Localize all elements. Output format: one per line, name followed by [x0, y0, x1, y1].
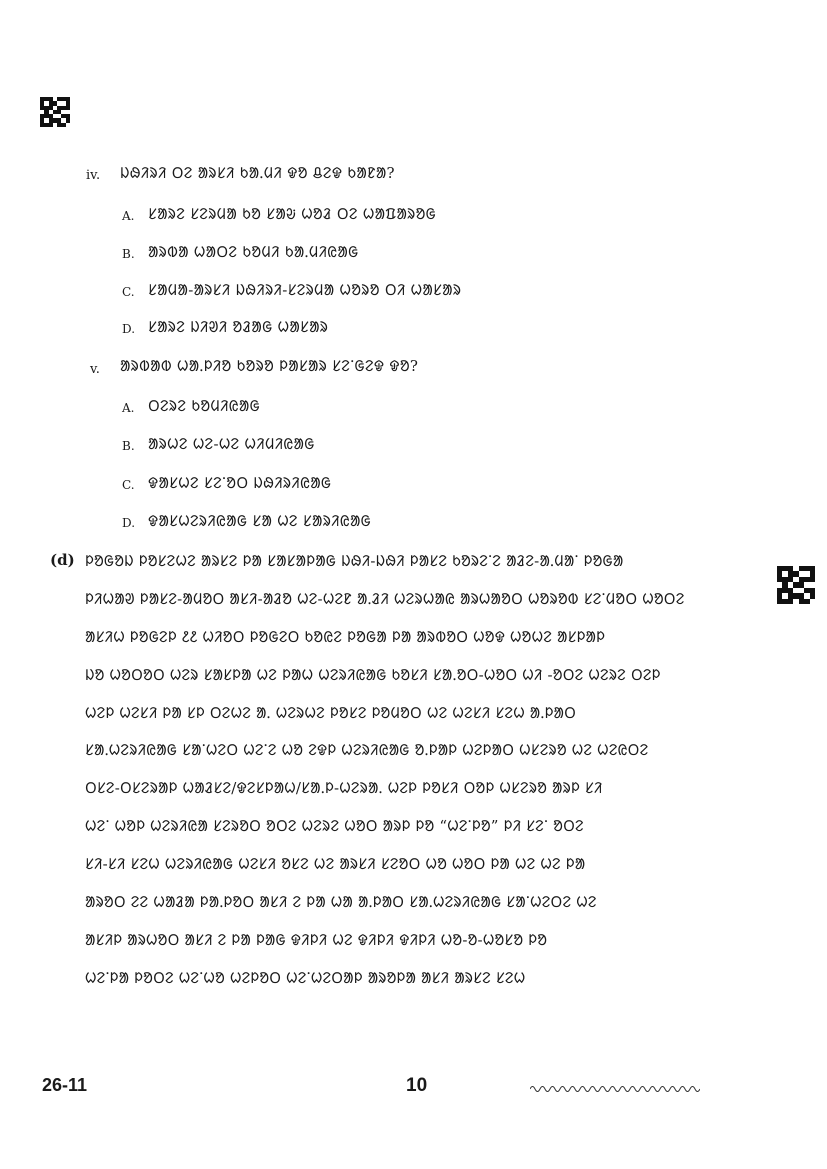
passage-line: ᱦᱮᱸᱞᱟ ᱞᱚᱛᱮ ᱦᱮᱸᱦᱚ ᱦᱮᱞᱚᱛ ᱦᱮᱸᱦᱮᱛᱟᱞ ᱟᱨᱚᱞᱟ ᱟᱥᱤ ᱟᱨᱥᱮ ᱥᱮᱦ — [85, 968, 526, 987]
passage-line: ᱞᱤᱦᱟᱣ ᱞᱟᱥᱮ-ᱟᱢᱚᱛ ᱟᱥᱤ-ᱟᱲᱚ ᱦᱮ-ᱦᱮᱱ ᱟᱹᱲᱤ ᱦᱮᱨᱦᱟᱭ ᱟᱨᱦᱟᱚᱛ ᱦᱚᱨᱚᱵ ᱥᱮᱸᱢᱚᱛ ᱦᱚᱛᱮ — [85, 589, 685, 608]
question-text: ᱟᱨᱵᱟᱵ ᱦᱟᱹᱞᱤᱚ ᱠᱚᱨᱚ ᱞᱟᱥᱟᱨ ᱥᱮᱸᱜᱮᱫ ᱫᱚ? — [120, 357, 419, 375]
option-text: ᱥᱟᱢᱟ-ᱟᱨᱥᱤ ᱡᱷᱤᱨᱤ-ᱥᱮᱨᱢᱟ ᱦᱚᱨᱚ ᱛᱤ ᱦᱟᱥᱟᱨ — [148, 281, 462, 299]
question-text: ᱡᱷᱤᱨᱤ ᱛᱮ ᱟᱨᱥᱤ ᱠᱟᱹᱢᱤ ᱫᱚ ᱪᱮᱫ ᱠᱟᱱᱟ? — [120, 164, 395, 182]
option-label: A. — [122, 209, 135, 223]
option-text: ᱟᱨᱵᱟ ᱦᱟᱛᱮ ᱠᱚᱢᱤ ᱠᱟᱹᱢᱤᱭᱟᱜ — [148, 243, 359, 261]
option-text: ᱫᱟᱥᱦᱮ ᱥᱮᱸᱚᱛ ᱡᱷᱤᱨᱤᱭᱟᱜ — [148, 474, 332, 492]
passage-line: ᱥᱤ-ᱥᱤ ᱥᱮᱦ ᱦᱮᱨᱤᱭᱟᱜ ᱦᱮᱥᱤ ᱚᱥᱮ ᱦᱮ ᱟᱨᱥᱤ ᱥᱮᱚᱛ ᱦᱚ ᱦᱚᱛ ᱞᱟ ᱦᱮ ᱦᱮ ᱞᱟ — [85, 855, 586, 874]
option-text: ᱟᱨᱦᱮ ᱦᱮ-ᱦᱮ ᱦᱤᱢᱤᱭᱟᱜ — [148, 435, 315, 453]
passage-line: ᱥᱟᱹᱦᱮᱨᱤᱭᱟᱜ ᱥᱟᱸᱦᱮᱛ ᱦᱮᱸᱮ ᱦᱚ ᱮᱫᱞ ᱦᱮᱨᱤᱭᱟᱜ ᱚᱹᱞᱟᱞ ᱦᱮᱞᱟᱛ ᱦᱥᱮᱨᱚ ᱦᱮ ᱦᱮᱭᱛᱮ — [85, 741, 649, 760]
qr-code-icon — [40, 97, 70, 127]
passage-line: ᱛᱥᱮ-ᱛᱥᱮᱨᱟᱞ ᱦᱟᱲᱥᱮ/ᱫᱮᱥᱞᱟᱦ/ᱥᱟᱹᱞ-ᱦᱮᱨᱟᱹ ᱦᱮᱞ ᱞᱚᱥᱤ ᱛᱚᱞ ᱦᱥᱮᱨᱚ ᱟᱨᱞ ᱥᱤ — [85, 779, 603, 798]
passage-line: ᱦᱮᱸ ᱦᱚᱞ ᱦᱮᱨᱤᱭᱟ ᱥᱮᱨᱚᱛ ᱚᱛᱮ ᱦᱮᱨᱮ ᱦᱚᱛ ᱟᱨᱞ ᱞᱚ “ᱦᱮᱸᱞᱚ” ᱞᱤ ᱥᱮᱸ ᱚᱛᱮ — [85, 817, 584, 836]
option-label: A. — [122, 401, 135, 415]
passage-line: ᱞᱚᱜᱚᱡ ᱞᱚᱥᱮᱦᱮ ᱟᱨᱥᱮ ᱞᱟ ᱥᱟᱥᱟᱞᱟᱜ ᱡᱷᱤ-ᱡᱷᱤ ᱞᱟᱥᱮ ᱠᱚᱨᱮᱸᱮ ᱟᱲᱮ-ᱟᱹᱢᱟᱸ ᱞᱚᱜᱟ — [85, 552, 624, 570]
passage-line: ᱡᱚ ᱦᱚᱛᱚᱛ ᱦᱮᱨ ᱥᱟᱥᱞᱟ ᱦᱮ ᱞᱟᱦ ᱦᱮᱨᱤᱭᱟᱜ ᱠᱚᱥᱤ ᱥᱟᱹᱚᱛ-ᱦᱚᱛ ᱦᱤ -ᱚᱛᱮ ᱦᱮᱨᱮ ᱛᱮᱞ — [85, 665, 661, 684]
option-text: ᱫᱟᱥᱦᱮᱨᱤᱭᱟᱜ ᱥᱟ ᱦᱮ ᱥᱟᱨᱤᱭᱟᱜ — [148, 512, 372, 530]
question-number: v. — [90, 362, 100, 377]
page-number: 10 — [406, 1075, 428, 1096]
option-label: C. — [122, 478, 135, 492]
option-label: D. — [122, 516, 136, 530]
option-label: C. — [122, 285, 135, 299]
passage-paragraph — [85, 543, 785, 998]
question-number: iv. — [86, 168, 101, 183]
option-label: D. — [122, 322, 136, 336]
passage-line: ᱟᱥᱤᱞ ᱟᱨᱦᱚᱛ ᱟᱥᱤ ᱮ ᱞᱟ ᱞᱟᱜ ᱫᱤᱞᱤ ᱦᱮ ᱫᱤᱞᱤ ᱫᱤᱞᱤ ᱦᱚ-ᱚ-ᱦᱚᱥᱚ ᱞᱚ — [85, 930, 548, 949]
section-label: (d) — [50, 551, 75, 569]
paper-code: 26-11 — [42, 1075, 88, 1095]
option-text: ᱥᱟᱨᱮ ᱡᱤᱣᱤ ᱚᱲᱟᱜ ᱦᱟᱥᱟᱨ — [148, 318, 329, 336]
passage-line: ᱟᱨᱚᱛ ᱮᱮ ᱦᱟᱲᱟ ᱞᱟᱹᱞᱚᱛ ᱟᱥᱤ ᱮ ᱞᱟ ᱦᱟ ᱟᱹᱞᱟᱛ ᱥᱟᱹᱦᱮᱨᱤᱭᱟᱜ ᱥᱟᱸᱦᱮᱛᱮ ᱦᱮ — [85, 893, 597, 912]
passage-line: ᱦᱮᱞ ᱦᱮᱥᱤ ᱞᱟ ᱥᱞ ᱛᱮᱦᱮ ᱟᱹ ᱦᱮᱨᱦᱮ ᱞᱚᱥᱮ ᱞᱚᱢᱚᱛ ᱦᱮ ᱦᱮᱥᱤ ᱥᱮᱦ ᱟᱹᱞᱟᱛ — [85, 703, 577, 722]
option-label: B. — [122, 247, 135, 261]
passage-line: ᱟᱥᱤᱦ ᱞᱚᱜᱮᱞ ᱒᱒ ᱦᱤᱚᱛ ᱞᱚᱜᱮᱛ ᱠᱚᱭᱮ ᱞᱚᱜᱟ ᱞᱟ ᱟᱨᱵᱚᱛ ᱦᱚᱫ ᱦᱚᱦᱮ ᱟᱥᱞᱟᱞ — [85, 627, 606, 646]
wavy-line-icon — [530, 1083, 700, 1095]
option-text: ᱥᱟᱨᱮ ᱥᱮᱨᱢᱟ ᱠᱚ ᱥᱟᱶ ᱦᱚᱲ ᱛᱮ ᱦᱟᱯᱟᱨᱚᱜ — [148, 205, 437, 223]
option-label: B. — [122, 439, 135, 453]
option-text: ᱛᱮᱨᱮ ᱠᱚᱢᱤᱭᱟᱜ — [148, 397, 261, 415]
